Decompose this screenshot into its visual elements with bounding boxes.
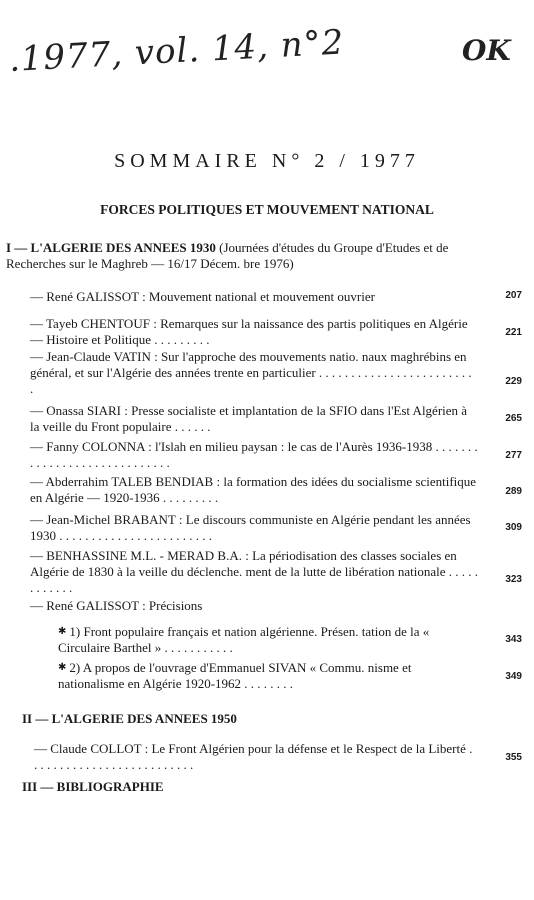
entry-title: : Précisions <box>138 598 203 613</box>
entry-author: — Onassa SIARI <box>30 403 121 418</box>
entry-number: 1) <box>69 624 81 639</box>
entry-author: — René GALISSOT <box>30 289 139 304</box>
toc-entry <box>30 403 478 435</box>
toc-entry <box>34 741 478 773</box>
toc-entry <box>30 512 478 544</box>
section-3-heading: III — BIBLIOGRAPHIE <box>22 779 164 794</box>
entry-page-number: 355 <box>505 752 522 763</box>
toc-subentry: ✱ 1) Front populaire français et nation algérienne. Présen. tation de la « Circulaire Barthel » . . . . . . . . . . . <box>58 624 430 655</box>
entry-author: — Fanny COLONNA <box>30 439 145 454</box>
entry-page-number: 349 <box>505 671 522 682</box>
entry-page-number: 265 <box>505 413 522 424</box>
entry-title: : Mouvement national et mouvement ouvrier <box>138 289 375 304</box>
entry-title: : l'Islah en milieu paysan : le cas de l'Aurès 1936-1938 . . . . . . . . . . . . . . . . . . . . . . . . . . . . . <box>30 439 478 470</box>
entry-page-number: 277 <box>505 450 522 461</box>
entry-author: — Tayeb CHENTOUF <box>30 316 150 331</box>
entry-page-number: 289 <box>505 486 522 497</box>
entry-author: — Claude COLLOT <box>34 741 142 756</box>
entry-title: Front populaire français et nation algérienne. Présen. tation de la « Circulaire Barthel » . . . . . . . . . . . <box>58 624 430 655</box>
entry-author: — Jean-Michel BRABANT <box>30 512 176 527</box>
entry-author: — Abderrahim TALEB BENDIAB <box>30 474 214 489</box>
section-1-heading <box>6 240 476 272</box>
section-1-detail: (Journées d'études du Groupe d'Etudes et de Recherches sur le Maghreb — 16/17 Décem. bre 1976) <box>6 240 449 271</box>
toc-entry <box>30 289 478 305</box>
entry-page-number: 221 <box>505 327 522 338</box>
entry-page-number: 229 <box>505 376 522 387</box>
page-title: SOMMAIRE N° 2 / 1977 <box>114 150 420 172</box>
entry-page-number: 343 <box>505 634 522 645</box>
toc-entry <box>30 439 478 471</box>
entry-title: : Presse socialiste et implantation de la SFIO dans l'Est Algérien à la veille du Front populaire . . . . . . <box>30 403 468 434</box>
toc-entry <box>30 474 478 506</box>
entry-title: : Sur l'approche des mouvements natio. naux maghrébins en général, et sur l'Algérie des années trente en particulier . . . . . . . . . . . . . . . . . . . . . . . . . <box>30 349 472 396</box>
entry-title: : la formation des idées du socialisme scientifique en Algérie — 1920-1936 . . . . . . . . . <box>30 474 477 505</box>
section-2-heading: II — L'ALGERIE DES ANNEES 1950 <box>22 711 237 726</box>
entry-title: : Remarques sur la naissance des partis politiques en Algérie — Histoire et Politique . . . . . . . . . <box>30 316 468 347</box>
entry-title: : Le Front Algérien pour la défense et le Respect de la Liberté . . . . . . . . . . . . . . . . . . . . . . . . . . <box>34 741 473 772</box>
entry-title: A propos de l'ouvrage d'Emmanuel SIVAN « Commu. nisme et nationalisme en Algérie 1920-1962 . . . . . . . . <box>58 660 412 691</box>
entry-page-number: 323 <box>505 574 522 585</box>
toc-entry <box>30 598 478 614</box>
entry-title: : Le discours communiste en Algérie pendant les années 1930 . . . . . . . . . . . . . . . . . . . . . . . . <box>30 512 471 543</box>
toc-entry <box>30 548 478 596</box>
handwritten-note: .1977, vol. 14, n°2 <box>8 22 346 80</box>
toc-subentry: ✱ 2) A propos de l'ouvrage d'Emmanuel SIVAN « Commu. nisme et nationalisme en Algérie 1920-1962 . . . . . . . . <box>58 660 412 691</box>
entry-author: — Jean-Claude VATIN <box>30 349 151 364</box>
section-1-label: I — L'ALGERIE DES ANNEES 1930 <box>6 240 216 255</box>
entry-page-number: 309 <box>505 522 522 533</box>
toc-entry <box>30 316 478 348</box>
entry-author: — René GALISSOT <box>30 598 139 613</box>
entry-page-number: 207 <box>505 290 522 301</box>
toc-entry <box>30 349 478 397</box>
entry-title: : La périodisation des classes sociales en Algérie de 1830 à la veille du déclenche. ment de la lutte de libération nationale . . . . . . . . . . . . <box>30 548 478 595</box>
page-subtitle: FORCES POLITIQUES ET MOUVEMENT NATIONAL <box>100 202 434 217</box>
entry-author: — BENHASSINE M.L. - MERAD B.A. <box>30 548 242 563</box>
handwritten-ok-mark: OK <box>462 34 511 67</box>
entry-number: 2) <box>69 660 81 675</box>
